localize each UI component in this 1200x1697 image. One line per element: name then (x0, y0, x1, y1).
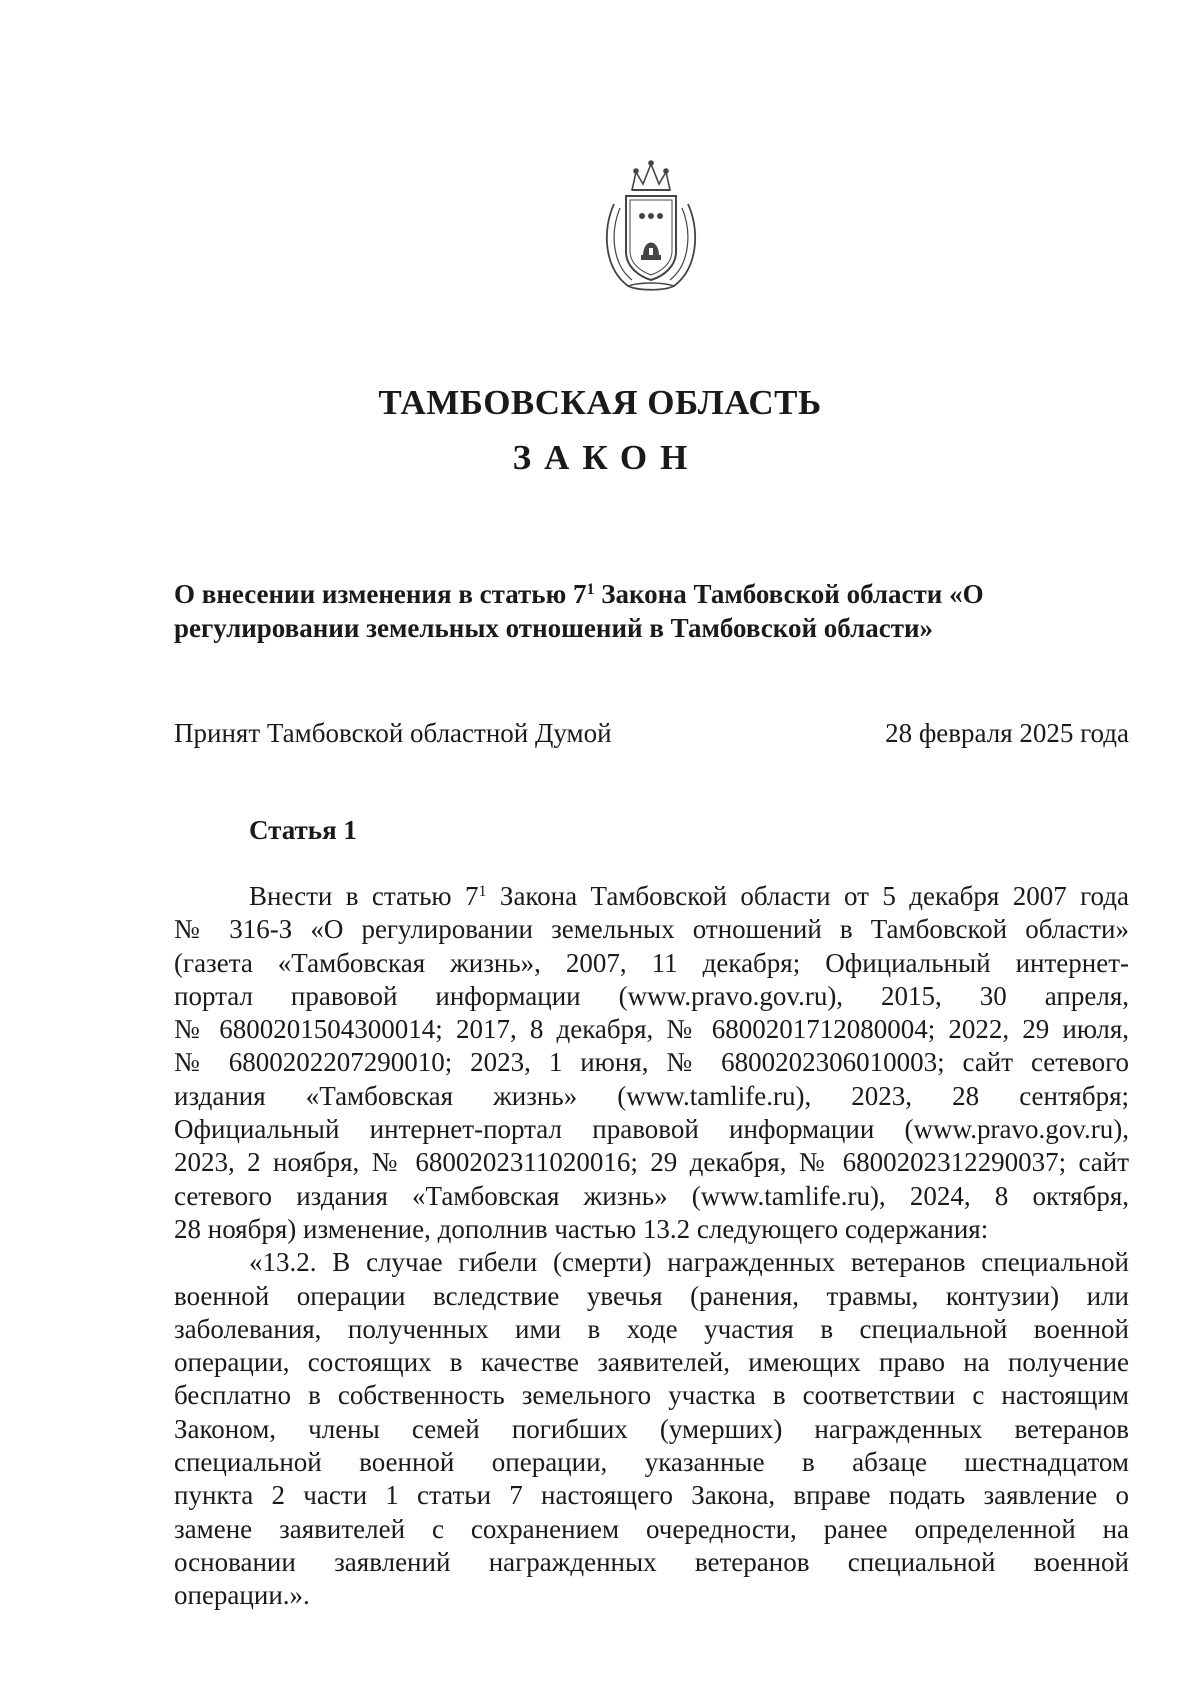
region-title: ТАМБОВСКАЯ ОБЛАСТЬ (378, 383, 822, 422)
paragraph-1-line: Внести в статью $7^1$ Закона Тамбовской области от 5 декабря 2007 года (249, 881, 1130, 911)
tambov-coat-of-arms-icon (598, 160, 704, 292)
subject-text-a: О внесении изменения в статью 7 (174, 579, 587, 609)
adoption-date: 28 февраля 2025 года (885, 718, 1129, 748)
paragraph-1-line: Официальный интернет-портал правовой информации (www.pravo.gov.ru), (174, 1114, 1129, 1145)
paragraph-2-line: «13.2. В случае гибели (смерти) награжденных ветеранов специальной (249, 1247, 1129, 1278)
adoption-row (174, 716, 1129, 750)
paragraph-1-line: портал правовой информации (www.pravo.gov.ru), 2015, 30 апреля, (174, 980, 1129, 1011)
article-paragraph-1 (174, 880, 1129, 1246)
paragraph-2-line: военной операции вследствие увечья (ранения, травмы, контузии) или (174, 1280, 1129, 1311)
law-subject-title (174, 577, 1129, 645)
paragraph-2-line: Законом, члены семей погибших (умерших) награжденных ветеранов (174, 1413, 1129, 1444)
paragraph-2-line: пункта 2 части 1 статьи 7 настоящего Закона, вправе подать заявление о (174, 1480, 1129, 1511)
adopted-by: Принят Тамбовской областной Думой (174, 718, 612, 748)
subject-superscript: 1 (586, 581, 595, 598)
document-type-title: ЗАКОН (512, 438, 701, 477)
paragraph-1-line: (газета «Тамбовская жизнь», 2007, 11 декабря; Официальный интернет- (174, 947, 1129, 978)
article-body (174, 880, 1129, 1613)
paragraph-2-line: операции.». (174, 1580, 310, 1611)
subject-line-2: регулировании земельных отношений в Тамбовской области» (174, 613, 934, 643)
paragraph-2-line: замене заявителей с сохранением очередности, ранее определенной на (174, 1513, 1129, 1544)
paragraph-1-line: № 6800202207290010; 2023, 1 июня, № 6800202306010003; сайт сетевого (174, 1047, 1129, 1078)
paragraph-1-line: 28 ноября) изменение, дополнив частью 13.2 следующего содержания: (174, 1213, 989, 1244)
paragraph-1-line: 2023, 2 ноября, № 6800202311020016; 29 декабря, № 6800202312290037; сайт (174, 1147, 1129, 1178)
paragraph-1-line: издания «Тамбовская жизнь» (www.tamlife.ru), 2023, 28 сентября; (174, 1080, 1129, 1111)
paragraph-2-line: заболевания, полученных ими в ходе участия в специальной военной (174, 1313, 1129, 1344)
subject-text-b: Закона Тамбовской области «О (594, 579, 984, 609)
superscript: 1 (478, 883, 487, 900)
paragraph-1-line: № 316-З «О регулировании земельных отношений в Тамбовской области» (174, 914, 1129, 945)
article-heading: Статья 1 (249, 815, 357, 845)
paragraph-1-line: № 6800201504300014; 2017, 8 декабря, № 6800201712080004; 2022, 29 июля, (174, 1014, 1129, 1045)
article-paragraph-2 (174, 1246, 1129, 1612)
paragraph-2-line: операции, состоящих в качестве заявителей, имеющих право на получение (174, 1347, 1129, 1378)
paragraph-2-line: основании заявлений награжденных ветеранов специальной военной (174, 1546, 1129, 1577)
paragraph-1-line: сетевого издания «Тамбовская жизнь» (www.tamlife.ru), 2024, 8 октября, (174, 1180, 1129, 1211)
subject-segment (174, 577, 984, 611)
paragraph-2-line: специальной военной операции, указанные в абзаце шестнадцатом (174, 1447, 1129, 1478)
paragraph-2-line: бесплатно в собственность земельного участка в соответствии с настоящим (174, 1380, 1129, 1411)
subject-line-1 (174, 577, 1129, 611)
